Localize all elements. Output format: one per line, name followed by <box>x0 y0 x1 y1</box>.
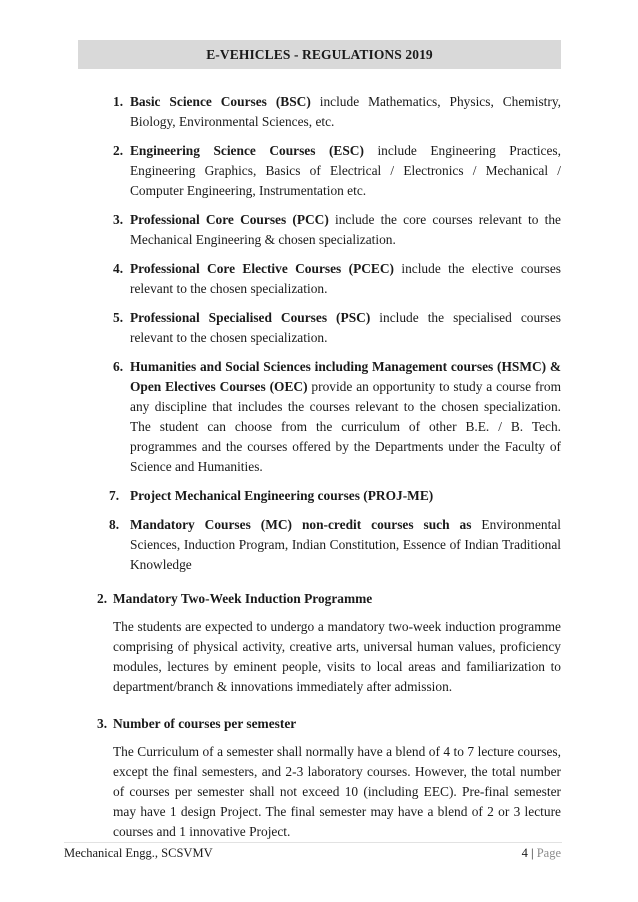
list-item-text: include Mathematics, Physics, Chemistry, Biology, Environmental Sciences, etc. <box>130 94 562 129</box>
section-induction-programme <box>97 589 561 697</box>
list-item-text: include Engineering Practices, Engineering Graphics, Basics of Electrical / Electronics / Mechanical / Computer Engineering, Instrumentation etc. <box>130 143 561 198</box>
list-item-number: 1. <box>113 94 124 109</box>
course-category-list <box>0 92 638 575</box>
list-item-term: Professional Core Elective Courses (PCEC) <box>130 261 394 276</box>
list-item-number: 7. <box>109 488 120 503</box>
list-item <box>109 515 561 575</box>
footer-institution: Mechanical Engg., SCSVMV <box>64 846 213 860</box>
section-number: 2. <box>97 591 108 606</box>
section-body: The Curriculum of a semester shall normally have a blend of 4 to 7 lecture courses, except the final semesters, and 2-3 laboratory courses. However, the total number of courses per semester shall not exceed 10 (including EEC). Pre-final semester may have 1 design Project. The final semester may have a blend of 2 or 3 lecture courses and 1 innovative Project. <box>113 744 561 839</box>
list-item-number: 3. <box>113 212 124 227</box>
header-title: E-VEHICLES - REGULATIONS 2019 <box>206 47 433 62</box>
list-item-number: 6. <box>113 359 124 374</box>
list-item-term: Project Mechanical Engineering courses (PROJ-ME) <box>130 488 434 503</box>
list-item <box>113 92 562 132</box>
section-body: The students are expected to undergo a mandatory two-week induction programme comprising of physical activity, creative arts, universal human values, proficiency modules, lectures by eminent people, visits to local areas and familiarization to department/branch & innovations immediately after admission. <box>113 619 561 694</box>
list-item-term: Professional Core Courses (PCC) <box>130 212 329 227</box>
list-item-term: Engineering Science Courses (ESC) <box>130 143 364 158</box>
list-item <box>113 357 561 477</box>
page-content <box>0 92 638 842</box>
list-item-number: 2. <box>113 143 124 158</box>
list-item-term: Humanities and Social Sciences including Management courses (HSMC) & Open Electives Courses (OEC) <box>130 359 561 394</box>
section-courses-per-semester <box>97 714 561 842</box>
list-item-term: Mandatory Courses (MC) non-credit courses such as <box>130 517 472 532</box>
list-item-text: include the specialised courses relevant to the chosen specialization. <box>130 310 561 345</box>
list-item-term: Professional Specialised Courses (PSC) <box>130 310 371 325</box>
list-item-number: 4. <box>113 261 124 276</box>
section-heading: Mandatory Two-Week Induction Programme <box>113 591 373 606</box>
page-separator: | <box>531 846 534 860</box>
list-item-text: include the core courses relevant to the Mechanical Engineering & chosen specialization. <box>130 212 561 247</box>
footer-divider <box>64 842 562 843</box>
list-item-number: 5. <box>113 310 124 325</box>
page-label: Page <box>536 846 561 860</box>
list-item-text: Environmental Sciences, Induction Program, Indian Constitution, Essence of Indian Traditional Knowledge <box>130 517 561 572</box>
list-item <box>113 141 561 201</box>
page-number: 4 <box>521 846 528 860</box>
section-heading: Number of courses per semester <box>113 716 297 731</box>
list-item-number: 8. <box>109 517 120 532</box>
list-item <box>113 259 561 299</box>
list-item <box>109 486 561 506</box>
list-item-term: Basic Science Courses (BSC) <box>130 94 311 109</box>
list-item <box>113 308 561 348</box>
list-item-text: include the elective courses relevant to the chosen specialization. <box>130 261 561 296</box>
list-item <box>113 210 561 250</box>
list-item-text: provide an opportunity to study a course from any discipline that includes the courses relevant to the chosen specialization. The student can choose from the curriculum of other B.E. / B. Tech. programmes and the courses offered by the Departments under the Faculty of Science and Humanities. <box>130 379 561 474</box>
footer-page-indicator <box>522 846 561 861</box>
page-header <box>78 40 561 69</box>
section-number: 3. <box>97 716 108 731</box>
